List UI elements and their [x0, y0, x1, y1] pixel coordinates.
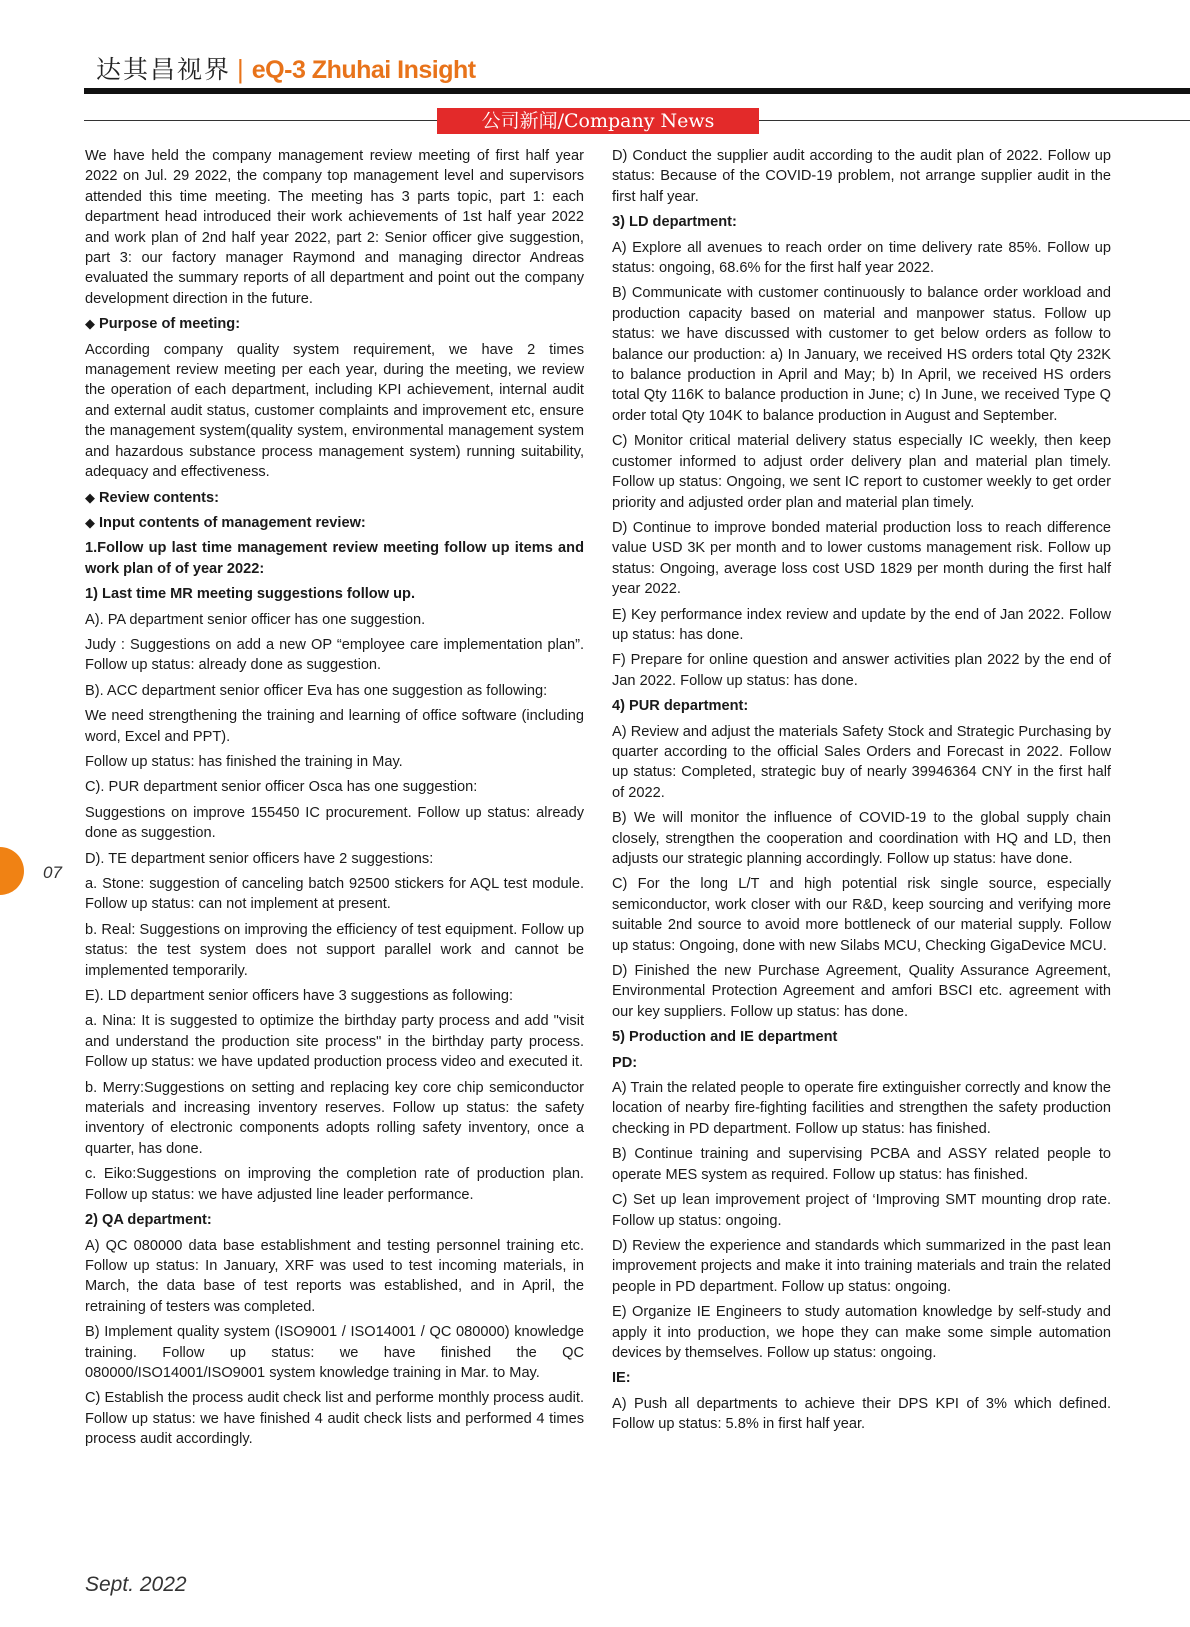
paragraph: According company quality system requirement, we have 2 times management review meeting per each year, during the meeting, we review the operation of each department, including KPI achievement, internal audit and external audit status, customer complaints and improvement etc, ensure the management system(quality system, environmental management system and hazardous substance process management system) running suitability, adequacy and effectiveness.: [85, 341, 584, 481]
paragraph: Suggestions on improve 155450 IC procurement. Follow up status: already done as suggestion.: [85, 804, 584, 842]
section-banner: 公司新闻/Company News: [437, 108, 759, 134]
issue-date: Sept. 2022: [85, 1573, 187, 1596]
paragraph: We need strengthening the training and learning of office software (including word, Excel and PPT).: [85, 708, 584, 745]
page-tab-marker: [0, 847, 24, 895]
paragraph: A) Push all departments to achieve their DPS KPI of 3% which defined. Follow up status: 5.8% in first half year.: [612, 1395, 1111, 1433]
title-separator: |: [237, 54, 244, 84]
subheading: IE:: [612, 1370, 631, 1387]
paragraph: D) Conduct the supplier audit according to the audit plan of 2022. Follow up status: Because of the COVID-19 problem, not arrange supplier audit in the first half year.: [612, 148, 1111, 205]
paragraph: D) Finished the new Purchase Agreement, Quality Assurance Agreement, Environmental Protection Agreement and amfori BSCI etc. agreement with our key suppliers. Follow up status: has done.: [612, 963, 1111, 1020]
paragraph: E) Key performance index review and update by the end of Jan 2022. Follow up status: has done.: [612, 606, 1111, 643]
paragraph: E). LD department senior officers have 3 suggestions as following:: [85, 988, 514, 1005]
subheading: 1) Last time MR meeting suggestions follow up.: [85, 586, 416, 603]
paragraph: A). PA department senior officer has one suggestion.: [85, 611, 426, 628]
subheading: 2) QA department:: [85, 1212, 212, 1229]
paragraph: B) We will monitor the influence of COVID-19 to the global supply chain closely, strengthen the cooperation and coordination with HQ and LD, then adjusts our strategic planning accordingly. Follow up status: have done.: [612, 810, 1111, 867]
magazine-title-cn: 达其昌视界: [96, 55, 232, 84]
paragraph: C) Establish the process audit check list and performe monthly process audit. Follow up status: we have finished 4 audit check lists and performed 4 times process audit accordingly.: [85, 1390, 584, 1448]
masthead: [96, 50, 476, 90]
subheading: 3) LD department:: [612, 214, 737, 231]
paragraph: C) Set up lean improvement project of ‘Improving SMT mounting drop rate. Follow up status: ongoing.: [612, 1192, 1111, 1229]
paragraph: A) QC 080000 data base establishment and testing personnel training etc. Follow up status: In January, XRF was used to test incoming materials, in March, the data base of test reports was established, and in April, the retraining of testers was completed.: [85, 1237, 584, 1315]
paragraph: Judy : Suggestions on add a new OP “employee care implementation plan”. Follow up status: already done as suggestion.: [85, 636, 584, 674]
paragraph: b. Real: Suggestions on improving the efficiency of test equipment. Follow up status: the test system does not support parallel work and cannot be implemented temporarily.: [85, 921, 584, 979]
heading-text: Input contents of management review:: [99, 514, 366, 531]
left-column: [85, 146, 584, 1455]
section-heading: [85, 513, 584, 533]
subheading: 5) Production and IE department: [612, 1029, 838, 1046]
subheading: 1.Follow up last time management review meeting follow up items and work plan of of year 2022:: [85, 540, 584, 577]
paragraph: D) Review the experience and standards which summarized in the past lean improvement projects and make it into training materials and train the related people in PD department. Follow up status: ongoing.: [612, 1237, 1111, 1295]
paragraph: E) Organize IE Engineers to study automation knowledge by self-study and apply it into production, we hope they can make some simple automation devices by themselves. Follow up status: ongoing.: [612, 1304, 1111, 1361]
section-heading: [85, 314, 584, 334]
magazine-title-en: eQ-3 Zhuhai Insight: [251, 56, 476, 84]
subheading: PD:: [612, 1054, 638, 1071]
paragraph: F) Prepare for online question and answer activities plan 2022 by the end of Jan 2022. Follow up status: has done.: [612, 652, 1111, 689]
section-heading: [85, 488, 584, 508]
paragraph: B) Implement quality system (ISO9001 / ISO14001 / QC 080000) knowledge training. Follow up status: we have finished the QC 080000/ISO14001/ISO9001 system knowledge training in Mar. to May.: [85, 1324, 584, 1381]
diamond-bullet-icon: ◆: [85, 316, 95, 332]
paragraph: Follow up status: has finished the training in May.: [85, 753, 403, 770]
paragraph: A) Train the related people to operate fire extinguisher correctly and know the location of nearby fire-fighting facilities and strengthen the safety production checking in PD department. Follow up status: has finished.: [612, 1080, 1111, 1137]
paragraph: a. Stone: suggestion of canceling batch 92500 stickers for AQL test module. Follow up status: can not implement at present.: [85, 876, 584, 913]
paragraph: B) Continue training and supervising PCBA and ASSY related people to operate MES system as required. Follow up status: has finished.: [612, 1146, 1111, 1183]
heading-text: Review contents:: [99, 489, 220, 506]
paragraph: We have held the company management review meeting of first half year 2022 on Jul. 29 2022, the company top management level and supervisors attended this time meeting. The meeting has 3 parts topic, part 1: each department head introduced their work achievements of 1st half year 2022 and work plan of 2nd half year 2022, part 2: Senior officer give suggestion, part 3: our factory manager Raymond and managing director Andreas evaluated the summary reports of all department and point out the company development direction in the future.: [85, 148, 584, 307]
right-column: [612, 146, 1111, 1440]
paragraph: c. Eiko:Suggestions on improving the completion rate of production plan. Follow up status: we have adjusted line leader performance.: [85, 1166, 584, 1203]
heading-text: Purpose of meeting:: [99, 316, 241, 333]
paragraph: a. Nina: It is suggested to optimize the birthday party process and add "visit and understand the production site process" in the birthday party process. Follow up status: we have updated production process video and executed it.: [85, 1013, 584, 1071]
diamond-bullet-icon: ◆: [85, 514, 95, 530]
paragraph: C) Monitor critical material delivery status especially IC weekly, then keep customer informed to adjust order delivery plan and material plan timely. Follow up status: Ongoing, we sent IC report to customer weekly to get order priority and adjusted order plan and material plan timely.: [612, 433, 1111, 511]
paragraph: A) Review and adjust the materials Safety Stock and Strategic Purchasing by quarter according to the official Sales Orders and Forecast in 2022. Follow up status: Completed, strategic buy of nearly 39946364 CNY in the first half of 2022.: [612, 723, 1111, 801]
paragraph: B). ACC department senior officer Eva has one suggestion as following:: [85, 682, 548, 699]
header-rule: [84, 88, 1190, 94]
paragraph: b. Merry:Suggestions on setting and replacing key core chip semiconductor materials and increasing inventory reserves. Follow up status: the safety inventory of electronic components adopts rolling safety inventory, once a quarter, has done.: [85, 1079, 584, 1157]
page-number: 07: [43, 863, 62, 882]
paragraph: C). PUR department senior officer Osca has one suggestion:: [85, 779, 478, 796]
paragraph: B) Communicate with customer continuously to balance order workload and production capacity based on material and manpower status. Follow up status: we have discussed with customer to get below orders as follow to balance our production: a) In January, we received HS orders total Qty 232K to balance production in April and May; b) In April, we received HS orders total Qty 116K to balance production in June; c) In June, we received Type Q order total Qty 104K to balance production in August and September.: [612, 285, 1111, 424]
paragraph: A) Explore all avenues to reach order on time delivery rate 85%. Follow up status: ongoing, 68.6% for the first half year 2022.: [612, 239, 1111, 277]
paragraph: D) Continue to improve bonded material production loss to reach difference value USD 3K per month and to lower customs management risk. Follow up status: Ongoing, average loss cost USD 1829 per month during the first half year 2022.: [612, 519, 1111, 598]
subheading: 4) PUR department:: [612, 698, 749, 715]
diamond-bullet-icon: ◆: [85, 489, 95, 505]
paragraph: C) For the long L/T and high potential risk single source, especially semiconductor, work closer with our R&D, keep sourcing and verifying more suitable 2nd source to avoid more bottleneck of our material supply. Follow up status: Ongoing, done with new Silabs MCU, Checking GigaDevice MCU.: [612, 876, 1111, 954]
paragraph: D). TE department senior officers have 2 suggestions:: [85, 850, 434, 867]
